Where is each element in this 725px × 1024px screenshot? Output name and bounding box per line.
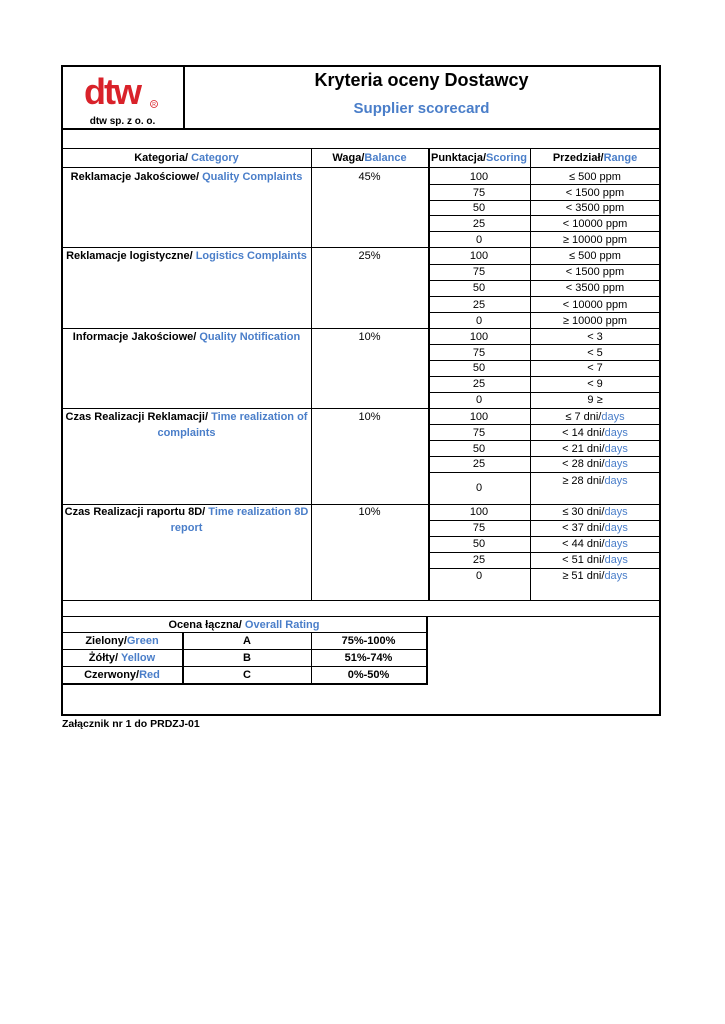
rating-range: 75%-100% [341, 635, 396, 647]
score-value: 100 [469, 250, 489, 262]
score-value: 0 [475, 315, 483, 327]
company-name: dtw sp. z o. o. [89, 116, 156, 127]
score-value: 75 [472, 266, 486, 278]
rating-label-yellow: Żółty/ Yellow [88, 652, 156, 664]
score-value: 0 [475, 394, 483, 406]
score-value: 100 [469, 331, 489, 343]
score-value: 75 [472, 522, 486, 534]
range-value: 9 ≥ [587, 394, 603, 406]
score-value: 75 [472, 187, 486, 199]
score-value: 50 [472, 538, 486, 550]
rating-label-green: Zielony/Green [85, 635, 159, 647]
footer-attachment-note: Załącznik nr 1 do PRDZJ-01 [62, 718, 200, 730]
col-balance-header: Waga/Balance [332, 152, 407, 164]
range-value: < 37 dni/days [562, 522, 628, 534]
range-value: < 7 [587, 362, 603, 374]
range-value: < 1500 ppm [565, 187, 625, 199]
col-line-1 [311, 148, 312, 600]
range-value: ≤ 7 dni/days [565, 411, 625, 423]
score-value: 100 [469, 411, 489, 423]
table-header-bottom-line [62, 167, 660, 168]
page-subtitle: Supplier scorecard [353, 100, 490, 117]
range-value: < 51 dni/days [562, 554, 628, 566]
dtw-logo [80, 68, 160, 110]
table-header-top-line [62, 148, 660, 149]
score-value: 50 [472, 282, 486, 294]
score-value: 0 [475, 234, 483, 246]
score-value: 25 [472, 554, 486, 566]
rating-label-red: Czerwony/Red [84, 669, 160, 681]
category-logistics-complaints: Reklamacje logistyczne/ Logistics Complaints [66, 250, 307, 262]
range-value: < 10000 ppm [562, 218, 628, 230]
table-bottom-line [62, 600, 660, 601]
score-value: 50 [472, 362, 486, 374]
score-value: 50 [472, 443, 486, 455]
score-value: 50 [472, 202, 486, 214]
col-scoring-header: Punktacja/Scoring [431, 152, 527, 164]
rating-range: 51%-74% [344, 652, 393, 664]
weight-value: 10% [358, 411, 381, 423]
score-value: 75 [472, 427, 486, 439]
logo-text: dtw [84, 71, 140, 110]
range-value: ≥ 51 dni/days [562, 570, 628, 582]
range-value: < 9 [587, 378, 603, 390]
rating-grade: C [243, 669, 251, 681]
score-value: 25 [472, 299, 486, 311]
range-value: < 10000 ppm [562, 299, 628, 311]
range-value: ≤ 30 dni/days [562, 506, 628, 518]
col-range-header: Przedział/Range [552, 152, 638, 164]
dtw-logo-mark [80, 68, 160, 110]
weight-value: 25% [358, 250, 381, 262]
rating-bottom-line [62, 683, 428, 685]
score-value: 0 [475, 482, 483, 494]
overall-rating-title: Ocena łączna/ Overall Rating [168, 619, 320, 631]
category-quality-notification: Informacje Jakościowe/ Quality Notification [72, 331, 301, 343]
weight-value: 10% [358, 331, 381, 343]
score-value: 75 [472, 347, 486, 359]
range-value: ≤ 500 ppm [569, 171, 621, 183]
rating-grade: A [243, 635, 251, 647]
page-title: Kryteria oceny Dostawcy [314, 70, 529, 90]
range-value: < 3 [587, 331, 603, 343]
rating-right-line [426, 616, 428, 684]
weight-value: 45% [358, 171, 381, 183]
rating-range: 0%-50% [347, 669, 390, 681]
range-value: < 1500 ppm [565, 266, 625, 278]
range-value: ≤ 500 ppm [569, 250, 621, 262]
score-value: 25 [472, 378, 486, 390]
score-value: 25 [472, 458, 486, 470]
range-value: < 28 dni/days [562, 458, 628, 470]
category-quality-complaints: Reklamacje Jakościowe/ Quality Complaints [70, 171, 303, 183]
rating-grade: B [243, 652, 251, 664]
range-value: ≥ 28 dni/days [562, 475, 628, 487]
score-value: 100 [469, 506, 489, 518]
range-value: < 3500 ppm [565, 282, 625, 294]
range-value: ≥ 10000 ppm [562, 234, 628, 246]
range-value: < 3500 ppm [565, 202, 625, 214]
range-value: ≥ 10000 ppm [562, 315, 628, 327]
range-value: < 44 dni/days [562, 538, 628, 550]
score-value: 0 [475, 570, 483, 582]
category-time-realization-complaints: Czas Realizacji Reklamacji/ Time realization of complaints [65, 411, 308, 439]
range-value: < 14 dni/days [562, 427, 628, 439]
col-category-header: Kategoria/ Category [134, 152, 239, 164]
svg-text:R: R [152, 102, 156, 108]
range-value: < 5 [587, 347, 603, 359]
range-value: < 21 dni/days [562, 443, 628, 455]
score-value: 25 [472, 218, 486, 230]
weight-value: 10% [358, 506, 381, 518]
category-time-realization-8d: Czas Realizacji raportu 8D/ Time realization 8D report [64, 506, 309, 534]
score-value: 100 [469, 171, 489, 183]
